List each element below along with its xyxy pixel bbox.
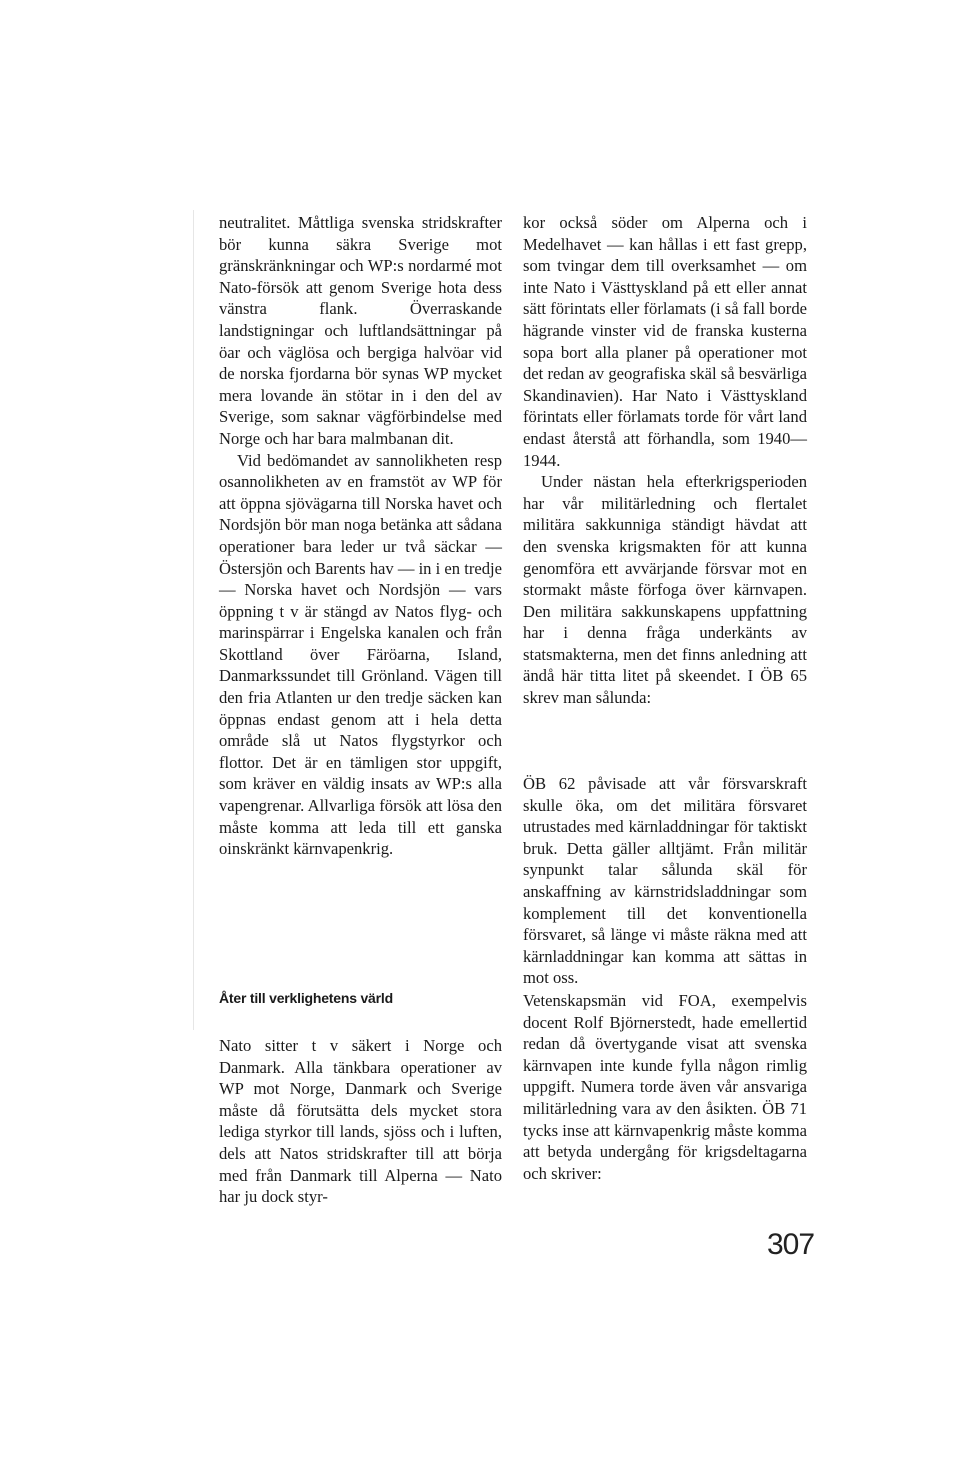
quote-text: ÖB 62 påvisade att vår försvarskraft skulle öka, om det militära försvaret utrustades med kärnladdningar för taktiskt bruk. Detta gäller alltjämt. Från militär synpunkt talar sålunda skäl för anskaffning av kärnstridsladdningar som komplement till det konventionella försvaret, så länge vi måste räkna med att kärnladdningar kan komma att sättas in mot oss. bbox=[523, 774, 807, 988]
left-column-top bbox=[219, 212, 502, 860]
right-column-bottom bbox=[523, 990, 807, 1184]
left-paragraph-2: Vid bedömandet av sannolikheten resp osannolikheten av en framstöt av WP för att öppna sjövägarna till Norska havet och Nordsjön bör man noga betänka att sådana operationer bara leder ur två säckar — Östersjön och Barents hav — in i en tredje — Norska havet och Nordsjön — vars öppning t v är stängd av Natos flyg- och marinspärrar i Engelska kanalen och från Skottland över Färöarna, Island, Danmarkssundet till Grönland. Vägen till den fria Atlanten ur den tredje säcken kan öppnas endast genom att i hela detta område slå ut Natos flygstyrkor och flottor. Det är en tämligen stor uppgift, som kräver en väldig insats av WP:s alla vapengrenar. Allvarliga försök att lösa den måste komma att leda till ett ganska oinskränkt kärnvapenkrig. bbox=[219, 450, 502, 859]
section-heading: Åter till verklighetens värld bbox=[219, 990, 393, 1006]
left-column-bottom bbox=[219, 1035, 502, 1208]
right-column-top bbox=[523, 212, 807, 709]
quote-block bbox=[523, 773, 807, 989]
page-number: 307 bbox=[767, 1228, 815, 1261]
right-paragraph-1: kor också söder om Alperna och i Medelhavet — kan hållas i ett fast grepp, som tvingar dem till overksamhet — om inte Nato i Västtyskland på ett eller annat sätt förintats eller förlamats (i så fall borde hägrande vinster vid de franska kusterna sopa bort alla planer på operationer mot det redan av geografiska skäl så besvärliga Skandinavien). Har Nato i Västtyskland förintats eller förlamats torde för vårt land endast återstå att förhandla, som 1940—1944. bbox=[523, 213, 807, 470]
margin-line bbox=[193, 210, 194, 1030]
left-paragraph-3: Nato sitter t v säkert i Norge och Danmark. Alla tänkbara operationer av WP mot Norge, Danmark och Sverige måste då förutsätta dels mycket stora lediga styrkor till lands, sjöss och i luften, dels att Natos stridskrafter till att börja med från Danmark till Alperna — Nato har ju dock styr- bbox=[219, 1036, 502, 1207]
left-paragraph-1: neutralitet. Måttliga svenska stridskrafter bör kunna säkra Sverige mot gränskränkningar och WP:s nordarmé mot Nato-försök att genom Sverige hota dess vänstra flank. Överraskande landstigningar och luftlandsättningar på öar och väglösa och bergiga halvöar vid de norska fjordarna bör synas WP mycket mera lovande än stötar in i den del av Sverige, som saknar vägförbindelse med Norge och har bara malmbanan dit. bbox=[219, 213, 502, 448]
right-paragraph-2: Under nästan hela efterkrigsperioden har vår militärledning och flertalet militära sakkunniga ständigt hävdat att den svenska krigsmakten för att kunna genomföra ett avvärjande försvar mot en stormakt måste förfoga över kärnvapen. Den militära sakkunskapens uppfattning har i denna fråga underkänts av statsmakterna, men det finns anledning att ändå här titta litet på skeendet. I ÖB 65 skrev man sålunda: bbox=[523, 472, 807, 708]
right-paragraph-3: Vetenskapsmän vid FOA, exempelvis docent Rolf Björnerstedt, hade emellertid redan då övertygande visat att svenska kärnvapen inte kunde fylla någon rimlig uppgift. Numera torde även vår ansvariga militärledning vara av den åsikten. ÖB 71 tycks inse att kärnvapenkrig måste komma att betyda undergång för krigsdeltagarna och skriver: bbox=[523, 991, 807, 1183]
